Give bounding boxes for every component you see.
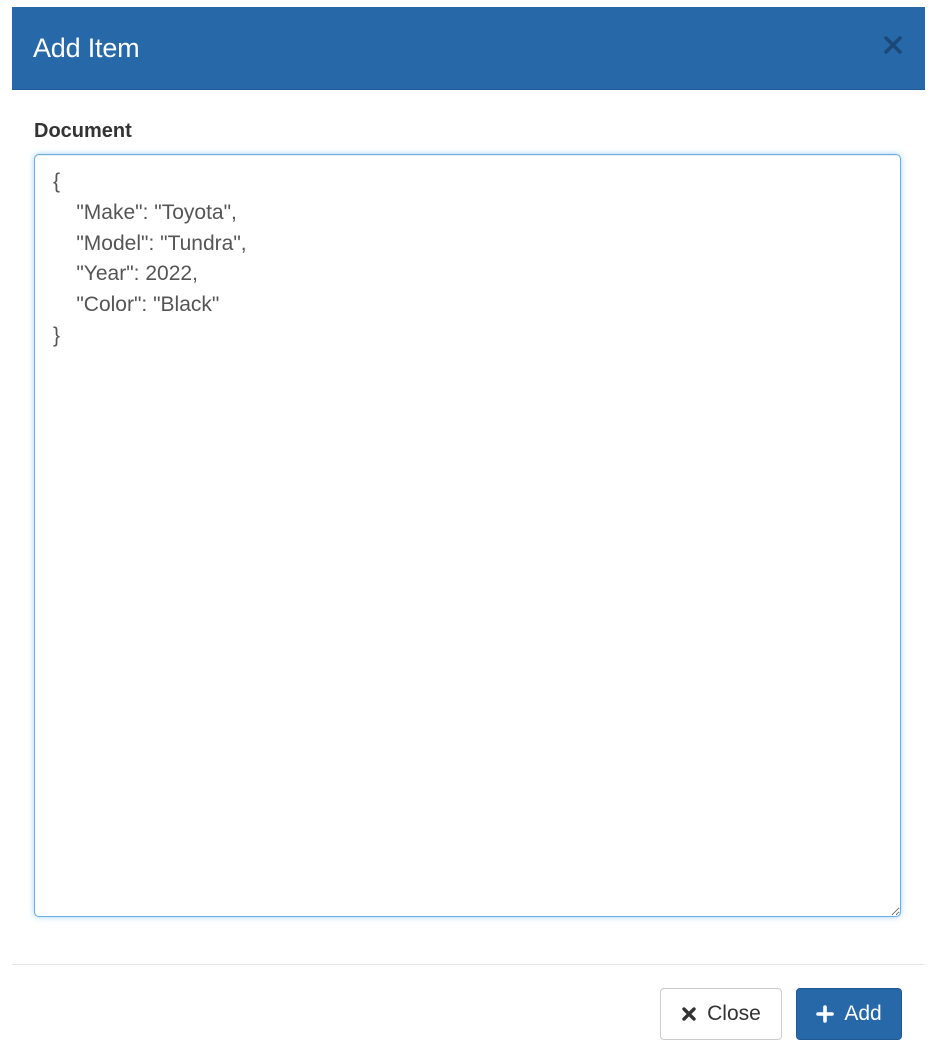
add-button[interactable]	[796, 988, 902, 1040]
times-icon	[883, 33, 903, 57]
add-item-modal	[12, 7, 925, 1062]
add-button-label: Add	[844, 1002, 882, 1025]
modal-footer	[12, 965, 925, 1062]
close-button[interactable]	[660, 988, 782, 1040]
modal-close-x-button[interactable]	[883, 33, 903, 57]
modal-header	[12, 7, 925, 90]
times-icon	[681, 1006, 697, 1022]
document-label: Document	[34, 120, 132, 142]
plus-icon	[816, 1005, 834, 1023]
close-button-label: Close	[707, 1002, 761, 1025]
modal-title: Add Item	[33, 33, 140, 63]
modal-body	[12, 90, 925, 964]
document-textarea[interactable]	[34, 154, 901, 917]
